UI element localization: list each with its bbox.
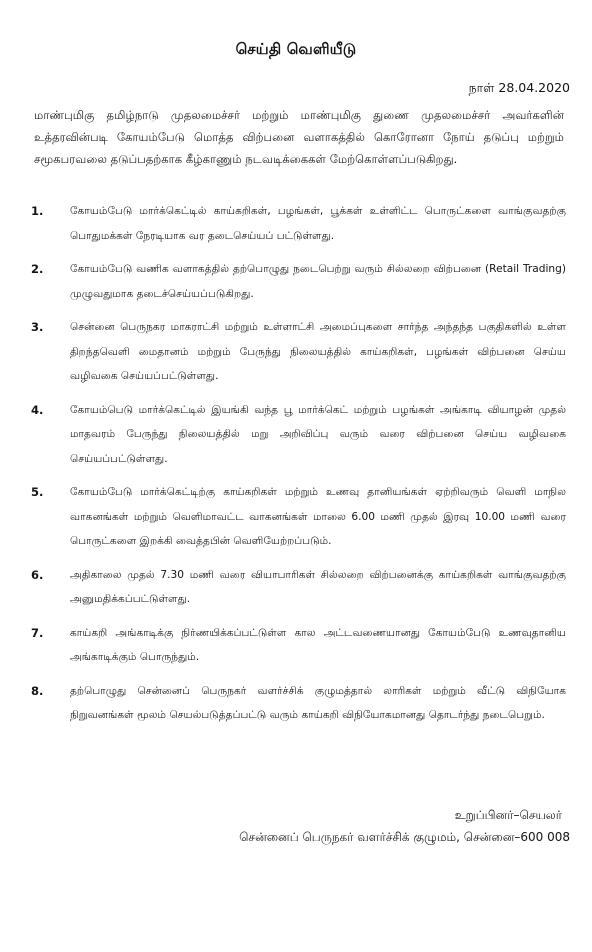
signatory-organization: சென்னைப் பெருநகர் வளர்ச்சிக் குழுமம், சென்னை–600 008 xyxy=(239,830,570,844)
item-number: 2. xyxy=(31,262,44,276)
list-item xyxy=(0,199,592,248)
list-item xyxy=(0,480,592,554)
list-item xyxy=(0,679,592,728)
document-title: செய்தி வெளியீடு xyxy=(235,40,357,58)
list-item xyxy=(0,257,592,306)
item-number: 3. xyxy=(31,320,44,334)
list-item xyxy=(0,621,592,670)
item-text: தற்பொழுது சென்னைப் பெருநகர் வளர்ச்சிக் குழுமத்தால் லாரிகள் மற்றும் வீட்டு விநியோக நிறுவனங்கள் மூலம் செயல்படுத்தப்பட்டு வரும் காய்கறி விநியோகமானது தொடர்ந்து நடைபெறும். xyxy=(70,684,566,721)
item-number: 4. xyxy=(31,402,44,417)
item-text: கோயம்பெடு மார்க்கெட்டில் இயங்கி வந்த பூ மார்க்கெட் மற்றும் பழங்கள் அங்காடி வியாழன் முதல் மாதவரம் பேருந்து நிலையத்தில் மறு அறிவிப்பு வரும் வரை விற்பனை செய்ய வழிவகை செய்யப்பட்டுள்ளது. xyxy=(70,403,566,465)
item-text: காய்கறி அங்காடிக்கு நிர்ணயிக்கப்பட்டுள்ள கால அட்டவணையானது கோயம்பேடு உணவுதானிய அங்காடிக்கும் பொருந்தும். xyxy=(70,626,566,663)
item-number: 6. xyxy=(31,567,44,582)
item-number: 7. xyxy=(31,625,44,640)
item-text: அதிகாலை முதல் 7.30 மணி வரை வியாபாரிகள் சில்லறை விற்பனைக்கு காய்கறிகள் வாங்குவதற்கு அனுமதிக்கப்பட்டுள்ளது. xyxy=(70,568,566,605)
list-item xyxy=(0,398,592,472)
item-text: கோயம்பேடு மார்க்கெட்டில் காய்கறிகள், பழங்கள், பூக்கள் உள்ளிட்ட பொருட்களை வாங்குவதற்கு பொதுமக்கள் நேரடியாக வர தடைசெய்யப் பட்டுள்ளது. xyxy=(70,205,566,242)
list-item xyxy=(0,563,592,612)
release-date: நாள் 28.04.2020 xyxy=(468,80,570,95)
item-text: கோயம்பேடு வணிக வளாகத்தில் தற்பொழுது நடைபெற்று வரும் சில்லறை விற்பனை (Retail Trading) முழுவதுமாக தடைச்செய்யப்படுகிறது. xyxy=(70,263,566,300)
item-number: 5. xyxy=(31,485,44,499)
list-item xyxy=(0,315,592,389)
item-number: 1. xyxy=(31,204,44,218)
item-number: 8. xyxy=(31,683,44,698)
signatory-title: உறுப்பினர்–செயலர் xyxy=(454,808,562,822)
intro-paragraph: மாண்புமிகு தமிழ்நாடு முதலமைச்சர் மற்றும் மாண்புமிகு துணை முதலமைச்சர் அவர்களின் உத்தரவின்படி கோயம்பேடு மொத்த விற்பனை வளாகத்தில் கொரோனா நோய் தடுப்பு மற்றும் சமூகபரவலை தடுப்பதற்காக கீழ்காணும் நடவடிக்கைகள் மேற்கொள்ளப்படுகிறது. xyxy=(34,108,564,166)
item-text: சென்னை பெருநகர மாகராட்சி மற்றும் உள்ளாட்சி அமைப்புகளை சார்ந்த அந்தந்த பகுதிகளில் உள்ள திறந்தவெளி மைதானம் மற்றும் பேருந்து நிலையத்தில் காய்கறிகள், பழங்கள் விற்பனை செய்ய வழிவகை செய்யப்பட்டுள்ளது. xyxy=(70,321,566,382)
item-text: கோயம்பேடு மார்க்கெட்டிற்கு காய்கறிகள் மற்றும் உணவு தானியங்கள் ஏற்றிவரும் வெளி மாநில வாகனங்கள் மற்றும் வெளிமாவட்ட வாகனங்கள் மாலை 6.00 மணி முதல் இரவு 10.00 மணி வரை பொருட்களை இறக்கி வைத்தபின் வெளியேற்றப்படும். xyxy=(70,486,566,547)
measures-list xyxy=(0,199,592,737)
